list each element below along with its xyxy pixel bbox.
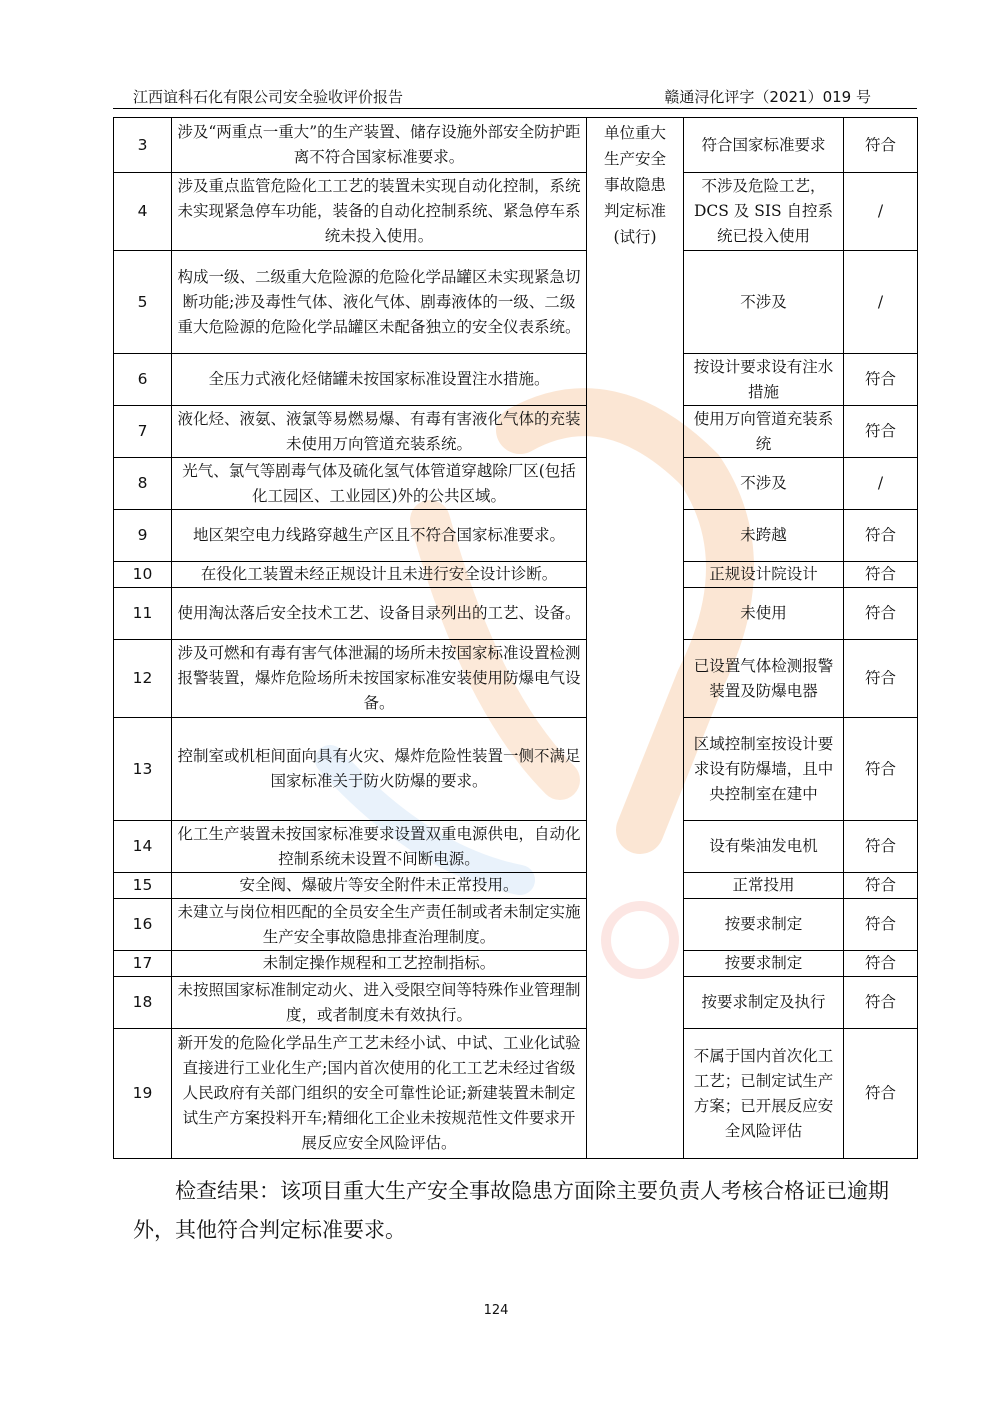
conformity-result: 符合 xyxy=(844,562,918,588)
conformity-result: 符合 xyxy=(844,951,918,977)
conformity-result: 符合 xyxy=(844,977,918,1029)
table-row xyxy=(114,406,918,458)
actual-status: 按要求制定 xyxy=(684,951,844,977)
row-number: 12 xyxy=(114,640,172,718)
table-row xyxy=(114,354,918,406)
hazard-item: 涉及重点监管危险化工工艺的装置未实现自动化控制，系统未实现紧急停车功能，装备的自动化控制系统、紧急停车系统未投入使用。 xyxy=(172,173,587,251)
row-number: 3 xyxy=(114,118,172,173)
table-row xyxy=(114,718,918,821)
actual-status: 区域控制室按设计要求设有防爆墙，且中央控制室在建中 xyxy=(684,718,844,821)
header-right-docno: 赣通浔化评字（2021）019 号 xyxy=(664,88,871,106)
table-row xyxy=(114,873,918,899)
actual-status: 未使用 xyxy=(684,588,844,640)
row-number: 6 xyxy=(114,354,172,406)
criteria-label-line: 单位重大 xyxy=(603,124,666,142)
header-divider xyxy=(113,108,917,109)
hazard-item: 全压力式液化烃储罐未按国家标准设置注水措施。 xyxy=(172,354,587,406)
table-row xyxy=(114,588,918,640)
row-number: 19 xyxy=(114,1029,172,1159)
hazard-item: 新开发的危险化学品生产工艺未经小试、中试、工业化试验直接进行工业化生产;国内首次使用的化工工艺未经过省级人民政府有关部门组织的安全可靠性论证;新建装置未制定试生产方案投料开车;精细化工企业未按规范性文件要求开展反应安全风险评估。 xyxy=(172,1029,587,1159)
conformity-result: / xyxy=(844,173,918,251)
criteria-label-line: (试行) xyxy=(613,228,657,246)
row-number: 9 xyxy=(114,510,172,562)
hazard-item: 控制室或机柜间面向具有火灾、爆炸危险性装置一侧不满足国家标准关于防火防爆的要求。 xyxy=(172,718,587,821)
hazard-item: 使用淘汰落后安全技术工艺、设备目录列出的工艺、设备。 xyxy=(172,588,587,640)
hazard-item: 未按照国家标准制定动火、进入受限空间等特殊作业管理制度，或者制度未有效执行。 xyxy=(172,977,587,1029)
row-number: 4 xyxy=(114,173,172,251)
page-number: 124 xyxy=(483,1303,509,1318)
actual-status: 按要求制定及执行 xyxy=(684,977,844,1029)
table-row xyxy=(114,251,918,354)
conformity-result: 符合 xyxy=(844,510,918,562)
table-row xyxy=(114,510,918,562)
conformity-result: 符合 xyxy=(844,718,918,821)
actual-status: 设有柴油发电机 xyxy=(684,821,844,873)
hazard-item: 化工生产装置未按国家标准要求设置双重电源供电，自动化控制系统未设置不间断电源。 xyxy=(172,821,587,873)
table-row xyxy=(114,458,918,510)
actual-status: 不涉及 xyxy=(684,458,844,510)
actual-status: 已设置气体检测报警装置及防爆电器 xyxy=(684,640,844,718)
row-number: 14 xyxy=(114,821,172,873)
hazard-item: 在役化工装置未经正规设计且未进行安全设计诊断。 xyxy=(172,562,587,588)
row-number: 5 xyxy=(114,251,172,354)
row-number: 16 xyxy=(114,899,172,951)
conformity-result: 符合 xyxy=(844,899,918,951)
criteria-label-line: 生产安全 xyxy=(603,150,666,168)
conformity-result: 符合 xyxy=(844,1029,918,1159)
conformity-result: / xyxy=(844,458,918,510)
table-row xyxy=(114,1029,918,1159)
row-number: 15 xyxy=(114,873,172,899)
hazard-item: 涉及“两重点一重大”的生产装置、储存设施外部安全防护距离不符合国家标准要求。 xyxy=(172,118,587,173)
hazard-item: 液化烃、液氨、液氯等易燃易爆、有毒有害液化气体的充装未使用万向管道充装系统。 xyxy=(172,406,587,458)
conformity-result: 符合 xyxy=(844,873,918,899)
table-row xyxy=(114,173,918,251)
conformity-result: 符合 xyxy=(844,406,918,458)
row-number: 10 xyxy=(114,562,172,588)
conformity-result: / xyxy=(844,251,918,354)
header-left-title: 江西谊科石化有限公司安全验收评价报告 xyxy=(133,88,404,106)
hazard-item: 未建立与岗位相匹配的全员安全生产责任制或者未制定实施生产安全事故隐患排查治理制度。 xyxy=(172,899,587,951)
table-row xyxy=(114,118,918,173)
conformity-result: 符合 xyxy=(844,588,918,640)
hazard-item: 地区架空电力线路穿越生产区且不符合国家标准要求。 xyxy=(172,510,587,562)
criteria-standard-cell xyxy=(587,118,684,1159)
conclusion-text: 检查结果：该项目重大生产安全事故隐患方面除主要负责人考核合格证已逾期外，其他符合判定标准要求。 xyxy=(133,1179,889,1242)
row-number: 7 xyxy=(114,406,172,458)
actual-status: 未跨越 xyxy=(684,510,844,562)
criteria-label-line: 事故隐患 xyxy=(603,176,666,194)
table-row xyxy=(114,951,918,977)
actual-status: 不涉及危险工艺，DCS 及 SIS 自控系统已投入使用 xyxy=(684,173,844,251)
actual-status: 正规设计院设计 xyxy=(684,562,844,588)
actual-status: 按要求制定 xyxy=(684,899,844,951)
hazard-item: 安全阀、爆破片等安全附件未正常投用。 xyxy=(172,873,587,899)
row-number: 13 xyxy=(114,718,172,821)
conformity-result: 符合 xyxy=(844,118,918,173)
row-number: 8 xyxy=(114,458,172,510)
table-row xyxy=(114,640,918,718)
hazard-item: 构成一级、二级重大危险源的危险化学品罐区未实现紧急切断功能;涉及毒性气体、液化气体、剧毒液体的一级、二级重大危险源的危险化学品罐区未配备独立的安全仪表系统。 xyxy=(172,251,587,354)
hazard-item: 涉及可燃和有毒有害气体泄漏的场所未按国家标准设置检测报警装置，爆炸危险场所未按国家标准安装使用防爆电气设备。 xyxy=(172,640,587,718)
table-row xyxy=(114,977,918,1029)
actual-status: 符合国家标准要求 xyxy=(684,118,844,173)
hazard-item: 未制定操作规程和工艺控制指标。 xyxy=(172,951,587,977)
conformity-result: 符合 xyxy=(844,640,918,718)
actual-status: 按设计要求设有注水措施 xyxy=(684,354,844,406)
hazard-item: 光气、氯气等剧毒气体及硫化氢气体管道穿越除厂区(包括化工园区、工业园区)外的公共区域。 xyxy=(172,458,587,510)
table-row xyxy=(114,899,918,951)
conformity-result: 符合 xyxy=(844,354,918,406)
criteria-label-line: 判定标准 xyxy=(603,202,666,220)
table-row xyxy=(114,562,918,588)
conformity-result: 符合 xyxy=(844,821,918,873)
actual-status: 不涉及 xyxy=(684,251,844,354)
actual-status: 使用万向管道充装系统 xyxy=(684,406,844,458)
actual-status: 正常投用 xyxy=(684,873,844,899)
hazard-check-table xyxy=(113,117,918,1159)
row-number: 18 xyxy=(114,977,172,1029)
row-number: 17 xyxy=(114,951,172,977)
table-row xyxy=(114,821,918,873)
actual-status: 不属于国内首次化工工艺；已制定试生产方案；已开展反应安全风险评估 xyxy=(684,1029,844,1159)
row-number: 11 xyxy=(114,588,172,640)
